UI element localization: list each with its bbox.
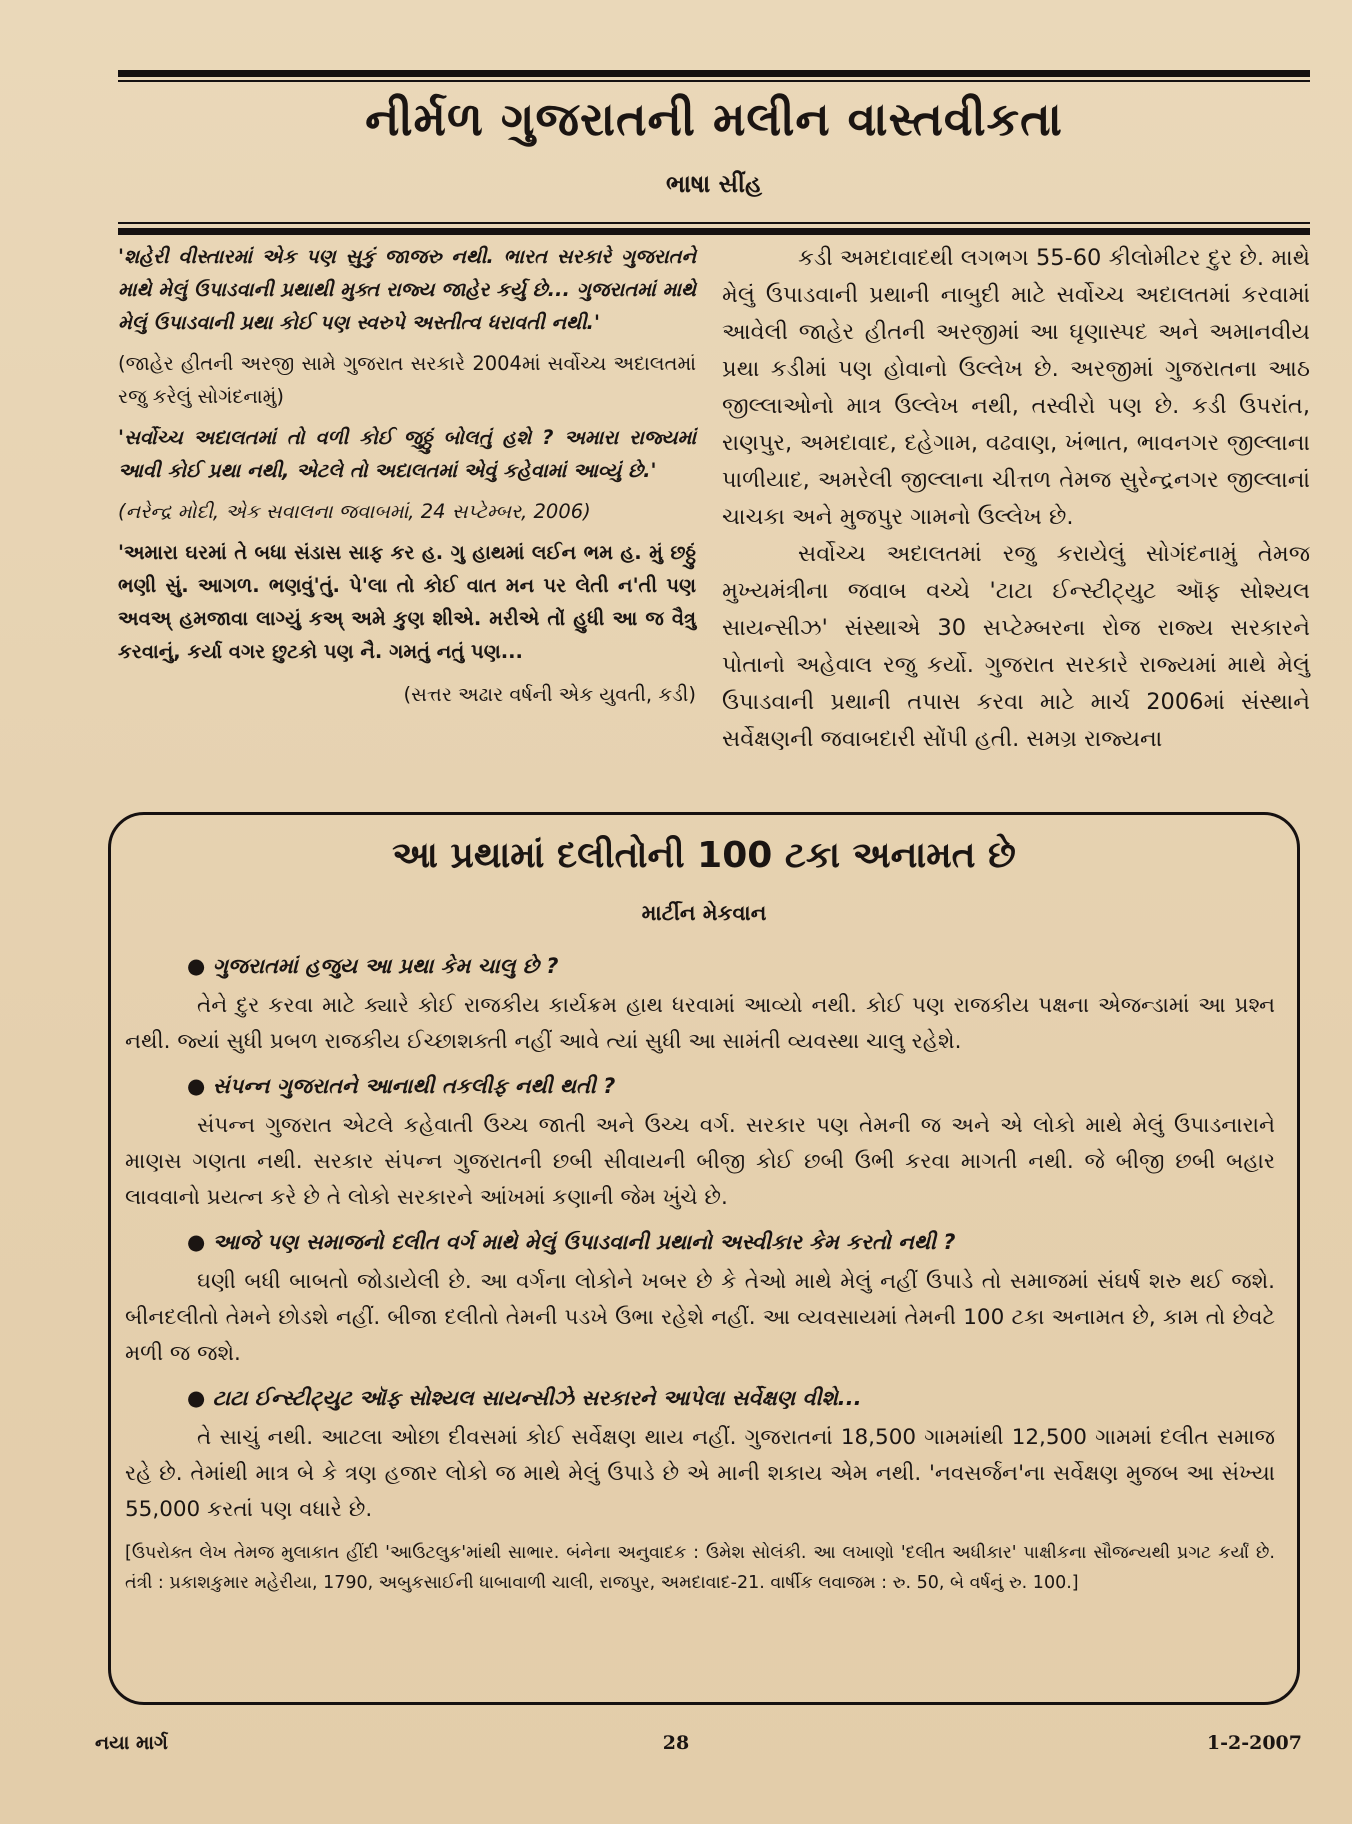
page-number: 28 — [662, 1732, 690, 1754]
article-title: નીર્મળ ગુજરાતની મલીન વાસ્તવીકતા — [365, 92, 1063, 146]
epigraph-quote-1: 'શહેરી વીસ્તારમાં એક પણ સુકું જાજરુ નથી. ભારત સરકારે ગુજરાતને માથે મેલું ઉપાડવાની પ્રથાથી મુક્ત રાજ્ય જાહેર કર્યુ છે... ગુજરાતમાં માથે મેલું ઉપાડવાની પ્રથા કોઈ પણ સ્વરુપે અસ્તીત્વ ધરાવતી નથી.' — [118, 245, 696, 334]
epigraph-column — [118, 240, 696, 719]
question-2: ● સંપન્ન ગુજરાતને આનાથી તકલીફ નથી થતી ? — [187, 1074, 616, 1098]
issue-date: 1-2-2007 — [1206, 1732, 1302, 1754]
epigraph-source-1: (જાહેર હીતની અરજી સામે ગુજરાત સરકારે 2004માં સર્વોચ્ચ અદાલતમાં રજુ કરેલું સોગંદનામું) — [118, 352, 696, 408]
question-1: ● ગુજરાતમાં હજુય આ પ્રથા કેમ ચાલુ છે ? — [187, 954, 559, 978]
article-author: ભાષા સીંહ — [665, 170, 763, 198]
interview-qa — [125, 950, 1275, 1598]
epigraph-source-3: (સત્તર અઢાર વર્ષની એક યુવતી, કડી) — [403, 683, 696, 706]
body-paragraph-1: કડી અમદાવાદથી લગભગ 55-60 કીલોમીટર દુર છે. માથે મેલું ઉપાડવાની પ્રથાની નાબુદી માટે સર્વોચ્ચ અદાલતમાં કરવામાં આવેલી જાહેર હીતની અરજીમાં આ ઘૃણાસ્પદ અને અમાનવીય પ્રથા કડીમાં પણ હોવાનો ઉલ્લેખ છે. અરજીમાં ગુજરાતના આઠ જીલ્લાઓનો માત્ર ઉલ્લેખ નથી, તસ્વીરો પણ છે. કડી ઉપરાંત, રાણપુર, અમદાવાદ, દહેગામ, વઢવાણ, ખંભાત, ભાવનગર જીલ્લાના પાળીયાદ, અમરેલી જીલ્લાના ચીત્તળ તેમજ સુરેન્દ્રનગર જીલ્લાનાં ચાચકા અને મુજપુર ગામનો ઉલ્લેખ છે. — [722, 245, 1310, 530]
article-body-column — [722, 240, 1310, 758]
header-rule-bottom-thin — [118, 222, 1310, 224]
answer-3: ઘણી બધી બાબતો જોડાયેલી છે. આ વર્ગના લોકોને ખબર છે કે તેઓ માથે મેલું નહીં ઉપાડે તો સમાજમાં સંઘર્ષ શરુ થઈ જશે. બીનદલીતો તેમને છોડશે નહીં. બીજા દલીતો તેમની પડખે ઉભા રહેશે નહીં. આ વ્યવસાયમાં તેમની 100 ટકા અનામત છે, કામ તો છેવટે મળી જ જશે. — [125, 1269, 1275, 1366]
header-rule-bottom — [118, 228, 1310, 235]
epigraph-quote-3: 'અમારા ઘરમાં તે બધા સંડાસ સાફ કર હ. ગુ હાથમાં લઈન ભમ હ. મું છઠ્ઠું ભણી સું. આગળ. ભણવું'તું. પે'લા તો કોઈ વાત મન પર લેતી ન'તી પણ અવઅ્ હમજાવા લાગ્યું કઅ્ અમે કુણ શીએ. મરીએ તોં હુધી આ જ વૈત્રુ કરવાનું, કર્યા વગર છુટકો પણ નૈ. ગમતું નતું પણ... — [118, 541, 696, 663]
interview-title: આ પ્રથામાં દલીતોની 100 ટકા અનામત છે — [392, 835, 1016, 876]
answer-2: સંપન્ન ગુજરાત એટલે કહેવાતી ઉચ્ચ જાતી અને ઉચ્ચ વર્ગ. સરકાર પણ તેમની જ અને એ લોકો માથે મેલું ઉપાડનારાને માણસ ગણતા નથી. સરકાર સંપન્ન ગુજરાતની છબી સીવાયની બીજી કોઈ છબી ઉભી કરવા માગતી નથી. જે બીજી છબી બહાર લાવવાનો પ્રયત્ન કરે છે તે લોકો સરકારને આંખમાં કણાની જેમ ખુંચે છે. — [125, 1113, 1275, 1210]
epigraph-source-2: (નરેન્દ્ર મોદી, એક સવાલના જવાબમાં, 24 સપ્ટેમ્બર, 2006) — [118, 500, 591, 523]
answer-4: તે સાચું નથી. આટલા ઓછા દીવસમાં કોઈ સર્વેક્ષણ થાય નહીં. ગુજરાતનાં 18,500 ગામમાંથી 12,500 ગામમાં દલીત સમાજ રહે છે. તેમાંથી માત્ર બે કે ત્રણ હજાર લોકો જ માથે મેલું ઉપાડે છે એ માની શકાય એમ નથી. 'નવસર્જન'ના સર્વેક્ષણ મુજબ આ સંખ્યા 55,000 કરતાં પણ વધારે છે. — [125, 1425, 1275, 1522]
question-3: ● આજે પણ સમાજનો દલીત વર્ગ માથે મેલું ઉપાડવાની પ્રથાનો અસ્વીકાર કેમ કરતો નથી ? — [187, 1230, 956, 1254]
interview-box — [108, 812, 1300, 1705]
answer-1: તેને દુર કરવા માટે ક્યારે કોઈ રાજકીય કાર્યક્રમ હાથ ધરવામાં આવ્યો નથી. કોઈ પણ રાજકીય પક્ષના એજન્ડામાં આ પ્રશ્ન નથી. જ્યાં સુધી પ્રબળ રાજકીય ઈચ્છાશક્તી નહીં આવે ત્યાં સુધી આ સામંતી વ્યવસ્થા ચાલુ રહેશે. — [125, 993, 1275, 1054]
body-paragraph-2: સર્વોચ્ચ અદાલતમાં રજુ કરાયેલું સોગંદનામું તેમજ મુખ્યમંત્રીના જવાબ વચ્ચે 'ટાટા ઈન્સ્ટીટ્યુટ ઑફ સોશ્યલ સાયન્સીઝ' સંસ્થાએ 30 સપ્ટેમ્બરના રોજ રાજ્ય સરકારને પોતાનો અહેવાલ રજુ કર્યો. ગુજરાત સરકારે રાજ્યમાં માથે મેલું ઉપાડવાની પ્રથાની તપાસ કરવા માટે માર્ચ 2006માં સંસ્થાને સર્વેક્ષણની જવાબદારી સોંપી હતી. સમગ્ર રાજ્યના — [722, 541, 1310, 752]
question-4: ● ટાટા ઈન્સ્ટીટ્યુટ ઑફ સોશ્યલ સાયન્સીઝે સરકારને આપેલા સર્વેક્ષણ વીશે... — [187, 1386, 862, 1410]
header-rule-top — [118, 70, 1310, 77]
epigraph-quote-2: 'સર્વોચ્ચ અદાલતમાં તો વળી કોઈ જુઠ્ઠું બોલતું હશે ? અમારા રાજ્યમાં આવી કોઈ પ્રથા નથી, એટલે તો અદાલતમાં એવું કહેવામાં આવ્યું છે.' — [118, 426, 696, 482]
interview-author: માર્ટીન મેકવાન — [641, 901, 767, 925]
credits-note: [ઉપરોક્ત લેખ તેમજ મુલાકાત હીંદી 'આઉટલુક'માંથી સાભાર. બંનેના અનુવાદક : ઉમેશ સોલંકી. આ લખાણો 'દલીત અધીકાર' પાક્ષીકના સૌજન્યથી પ્રગટ કર્યાં છે. તંત્રી : પ્રકાશકુમાર મહેરીયા, 1790, અબુકસાઈની ધાબાવાળી ચાલી, રાજપુર, અમદાવાદ-21. વાર્ષીક લવાજમ : રુ. 50, બે વર્ષનું રુ. 100.] — [125, 1543, 1275, 1593]
header-rule-top-thin — [118, 80, 1310, 82]
magazine-name: નયા માર્ગ — [95, 1732, 168, 1754]
